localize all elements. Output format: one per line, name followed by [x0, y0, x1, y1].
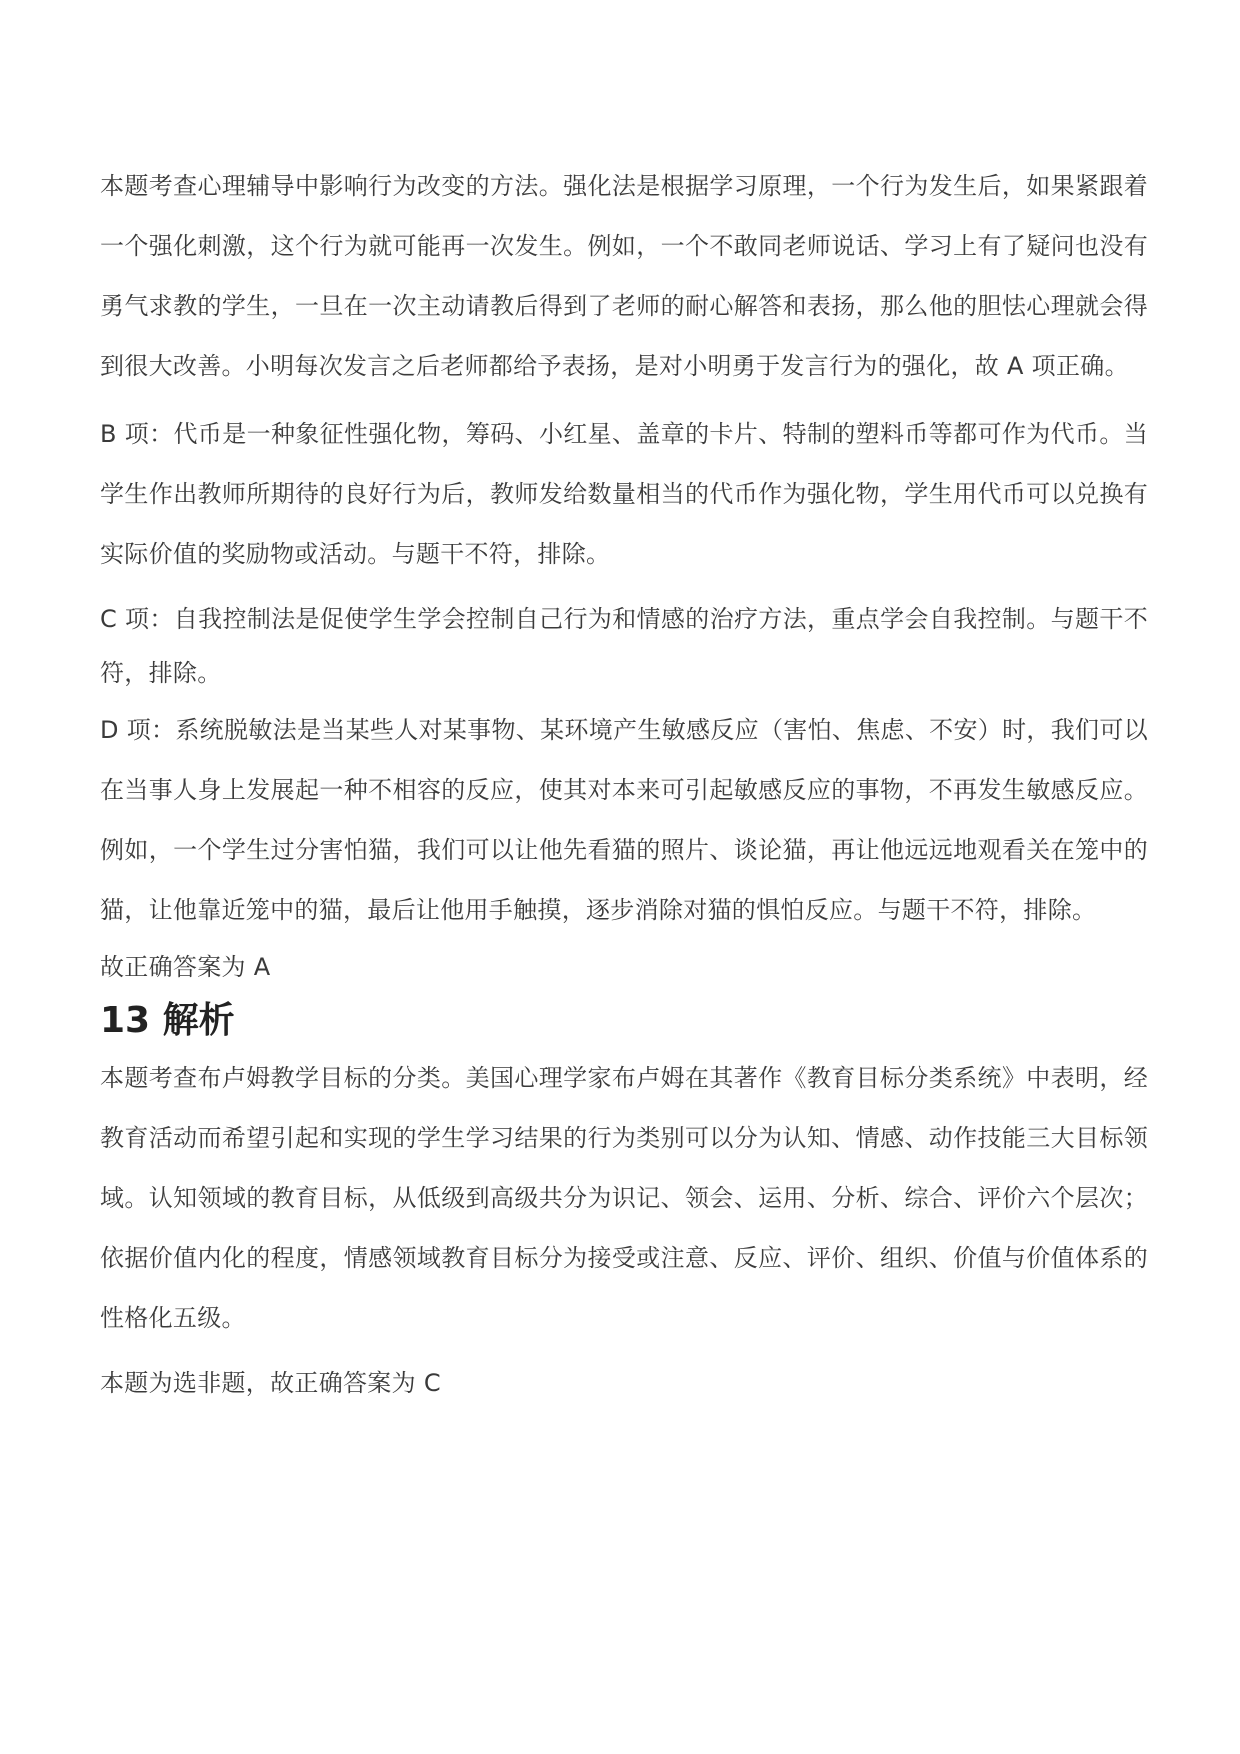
document-page — [100, 156, 1148, 1410]
q12-paragraph-reinforcement: 本题考查心理辅导中影响行为改变的方法。强化法是根据学习原理，一个行为发生后，如果紧跟着一个强化刺激，这个行为就可能再一次发生。例如，一个不敢同老师说话、学习上有了疑问也没有勇气求教的学生，一旦在一次主动请教后得到了老师的耐心解答和表扬，那么他的胆怯心理就会得到很大改善。小明每次发言之后老师都给予表扬，是对小明勇于发言行为的强化，故 A 项正确。 — [100, 172, 1148, 380]
q12-answer: 故正确答案为 A — [100, 953, 271, 981]
q12-paragraph-option-c: C 项：自我控制法是促使学生学会控制自己行为和情感的治疗方法，重点学会自我控制。与题干不符，排除。 — [100, 605, 1148, 687]
q13-heading: 13 解析 — [100, 1000, 235, 1041]
q13-paragraph-bloom: 本题考查布卢姆教学目标的分类。美国心理学家布卢姆在其著作《教育目标分类系统》中表明，经教育活动而希望引起和实现的学生学习结果的行为类别可以分为认知、情感、动作技能三大目标领域。认知领域的教育目标，从低级到高级共分为识记、领会、运用、分析、综合、评价六个层次；依据价值内化的程度，情感领域教育目标分为接受或注意、反应、评价、组织、价值与价值体系的性格化五级。 — [100, 1064, 1148, 1332]
q12-paragraph-option-b: B 项：代币是一种象征性强化物，筹码、小红星、盖章的卡片、特制的塑料币等都可作为代币。当学生作出教师所期待的良好行为后，教师发给数量相当的代币作为强化物，学生用代币可以兑换有实际价值的奖励物或活动。与题干不符，排除。 — [100, 420, 1148, 568]
q13-answer: 本题为选非题，故正确答案为 C — [100, 1369, 441, 1397]
q12-paragraph-option-d: D 项：系统脱敏法是当某些人对某事物、某环境产生敏感反应（害怕、焦虑、不安）时，我们可以在当事人身上发展起一种不相容的反应，使其对本来可引起敏感反应的事物，不再发生敏感反应。例如，一个学生过分害怕猫，我们可以让他先看猫的照片、谈论猫，再让他远远地观看关在笼中的猫，让他靠近笼中的猫，最后让他用手触摸，逐步消除对猫的惧怕反应。与题干不符，排除。 — [100, 716, 1148, 924]
